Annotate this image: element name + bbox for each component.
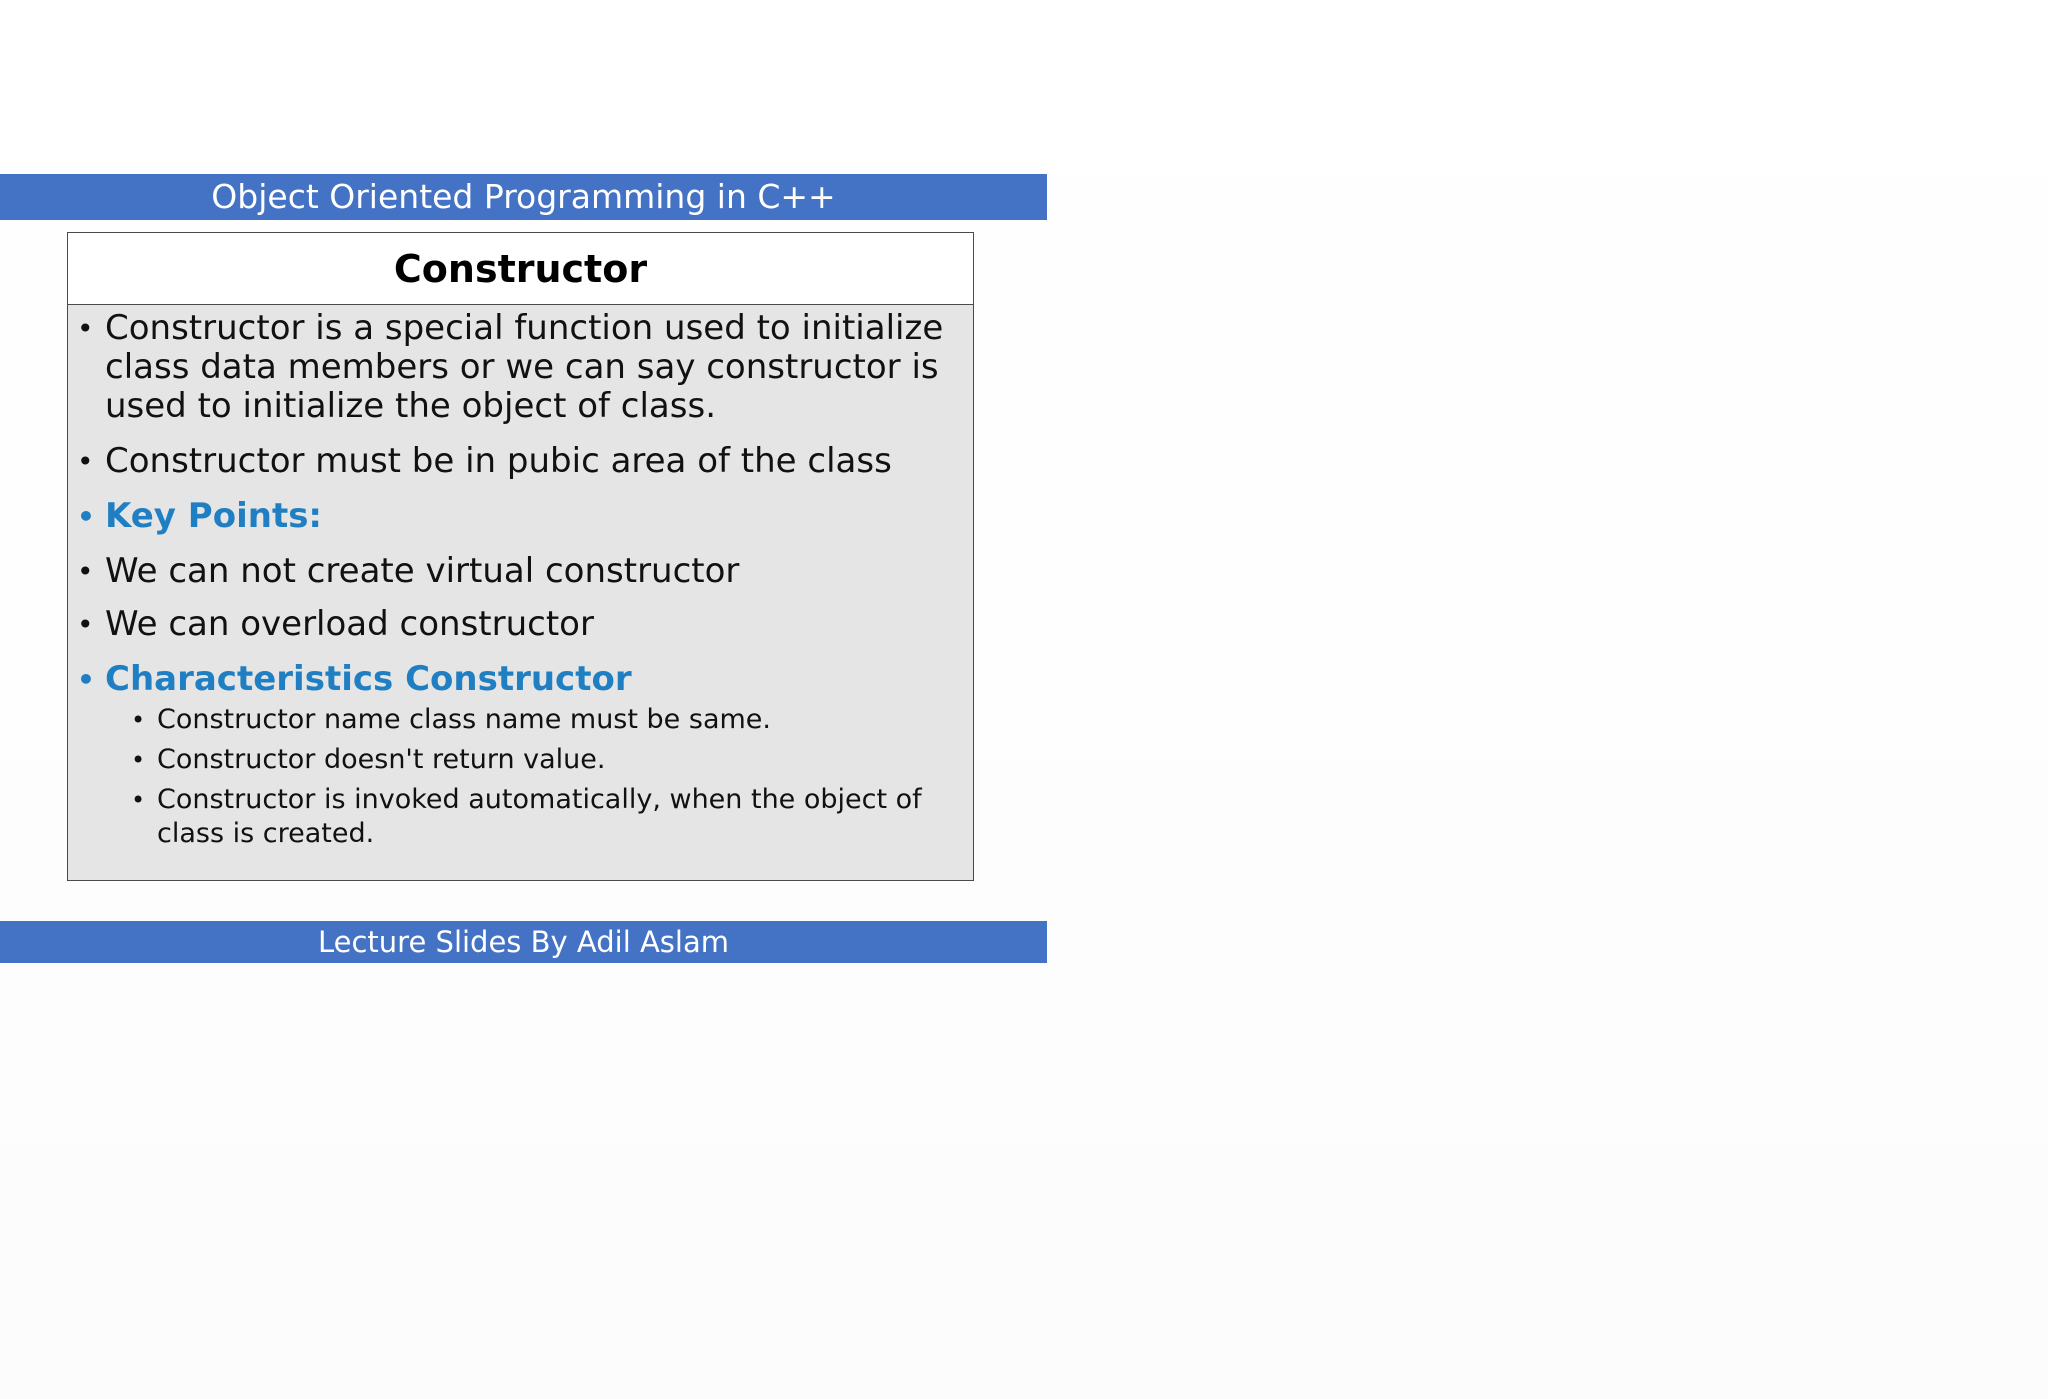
bullet-icon: • xyxy=(131,786,146,814)
bullet-icon: • xyxy=(77,663,95,696)
list-item xyxy=(68,442,973,481)
bullet-icon: • xyxy=(131,706,146,734)
sub-bullet-list xyxy=(68,703,973,851)
sub-bullet-text: Constructor is invoked automatically, when the object of class is created. xyxy=(157,784,922,849)
bullet-icon: • xyxy=(131,746,146,774)
content-box xyxy=(67,232,974,881)
characteristics-heading xyxy=(68,660,973,699)
sub-list-item xyxy=(68,703,973,737)
bullet-text: Constructor must be in pubic area of the class xyxy=(105,441,892,481)
sub-bullet-text: Constructor name class name must be same. xyxy=(157,704,771,735)
slide-title: Constructor xyxy=(393,246,648,291)
course-title: Object Oriented Programming in C++ xyxy=(211,177,836,216)
bullet-icon: • xyxy=(77,500,95,533)
bullet-list xyxy=(68,305,973,851)
bullet-text: We can overload constructor xyxy=(105,604,594,644)
bullet-text: We can not create virtual constructor xyxy=(105,551,740,591)
title-row xyxy=(68,233,973,305)
footer-banner xyxy=(0,921,1047,963)
bullet-icon: • xyxy=(77,608,94,641)
bullet-icon: • xyxy=(77,445,94,478)
list-item xyxy=(68,605,973,644)
header-banner xyxy=(0,174,1047,220)
bullet-text: Characteristics Constructor xyxy=(105,659,632,699)
sub-bullet-text: Constructor doesn't return value. xyxy=(157,744,606,775)
key-points-heading xyxy=(68,497,973,536)
bullet-icon: • xyxy=(77,555,94,588)
sub-list-item xyxy=(68,783,973,851)
bullet-icon: • xyxy=(77,312,94,345)
sub-list-item xyxy=(68,743,973,777)
list-item xyxy=(68,309,973,426)
sub-list-container xyxy=(68,703,973,851)
footer-credit: Lecture Slides By Adil Aslam xyxy=(318,925,729,959)
list-item xyxy=(68,552,973,591)
bullet-text: Constructor is a special function used to initialize class data members or we can say constructor is used to initialize the object of class. xyxy=(105,308,944,426)
bullet-text: Key Points: xyxy=(105,496,323,536)
